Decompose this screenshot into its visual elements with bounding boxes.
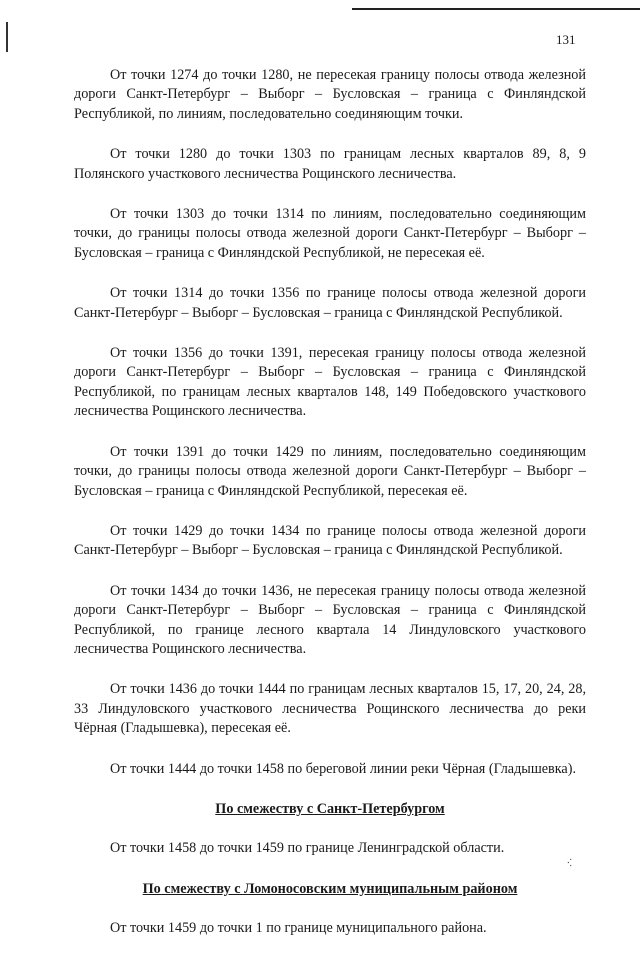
section-heading-saint-petersburg: По смежеству с Санкт-Петербургом: [215, 800, 445, 817]
scan-top-line: [352, 8, 640, 10]
boundary-paragraph-1459-1: От точки 1459 до точки 1 по границе муниципального района.: [110, 920, 487, 937]
boundary-paragraph-1458-1459: От точки 1458 до точки 1459 по границе Ленинградской области.: [110, 840, 505, 857]
boundary-paragraph-1436-1444: От точки 1436 до точки 1444 по границам лесных кварталов 15, 17, 20, 24, 28, 33 Линдуловского участкового лесничества Рощинского лесничества до реки Чёрная (Гладышевка), пересекая её.: [74, 681, 586, 737]
boundary-paragraph-1280-1303: От точки 1280 до точки 1303 по границам лесных кварталов 89, 8, 9 Полянского участкового лесничества Рощинского лесничества.: [74, 146, 586, 182]
page-number: 131: [556, 32, 576, 47]
boundary-paragraph-1434-1436: От точки 1434 до точки 1436, не пересекая границу полосы отвода железной дороги Санкт-Петербург – Выборг – Бусловская – граница с Финляндской Республикой, по границе лесного квартала 14 Линдуловского участкового лесничества Рощинского лесничества.: [74, 582, 586, 657]
boundary-paragraph-1429-1434: От точки 1429 до точки 1434 по границе полосы отвода железной дороги Санкт-Петербург – Выборг – Бусловская – граница с Финляндской Республикой.: [74, 522, 586, 559]
section-heading-lomonosov-district: По смежеству с Ломоносовским муниципальным районом: [142, 880, 518, 897]
boundary-paragraph-1303-1314: От точки 1303 до точки 1314 по линиям, последовательно соединяющим точки, до границы полосы отвода железной дороги Санкт-Петербург – Выборг – Бусловская – граница с Финляндской Республикой, не пересекая её.: [74, 206, 586, 261]
boundary-paragraph-1391-1429: От точки 1391 до точки 1429 по линиям, последовательно соединяющим точки, до границы полосы отвода железной дороги Санкт-Петербург – Выборг – Бусловская – граница с Финляндской Республикой, пересекая её.: [74, 443, 586, 499]
boundary-paragraph-1356-1391: От точки 1356 до точки 1391, пересекая границу полосы отвода железной дороги Санкт-Петербург – Выборг – Бусловская – граница с Финляндской Республикой, по границам лесных кварталов 148, 149 Победовского участкового лесничества Рощинского лесничества.: [74, 345, 586, 420]
boundary-paragraph-1274-1280: От точки 1274 до точки 1280, не пересекая границу полосы отвода железной дороги Санкт-Петербург – Выборг – Бусловская – граница с Финляндской Республикой, по линиям, последовательно соединяющим точки.: [74, 67, 586, 122]
scan-tick-mark: ⸱⁚: [567, 858, 572, 869]
scan-margin-mark: [6, 22, 8, 52]
document-body: [74, 66, 586, 960]
boundary-paragraph-1444-1458: От точки 1444 до точки 1458 по береговой линии реки Чёрная (Гладышевка).: [110, 760, 577, 777]
boundary-paragraph-1314-1356: От точки 1314 до точки 1356 по границе полосы отвода железной дороги Санкт-Петербург – Выборг – Бусловская – граница с Финляндской Республикой.: [74, 285, 586, 321]
